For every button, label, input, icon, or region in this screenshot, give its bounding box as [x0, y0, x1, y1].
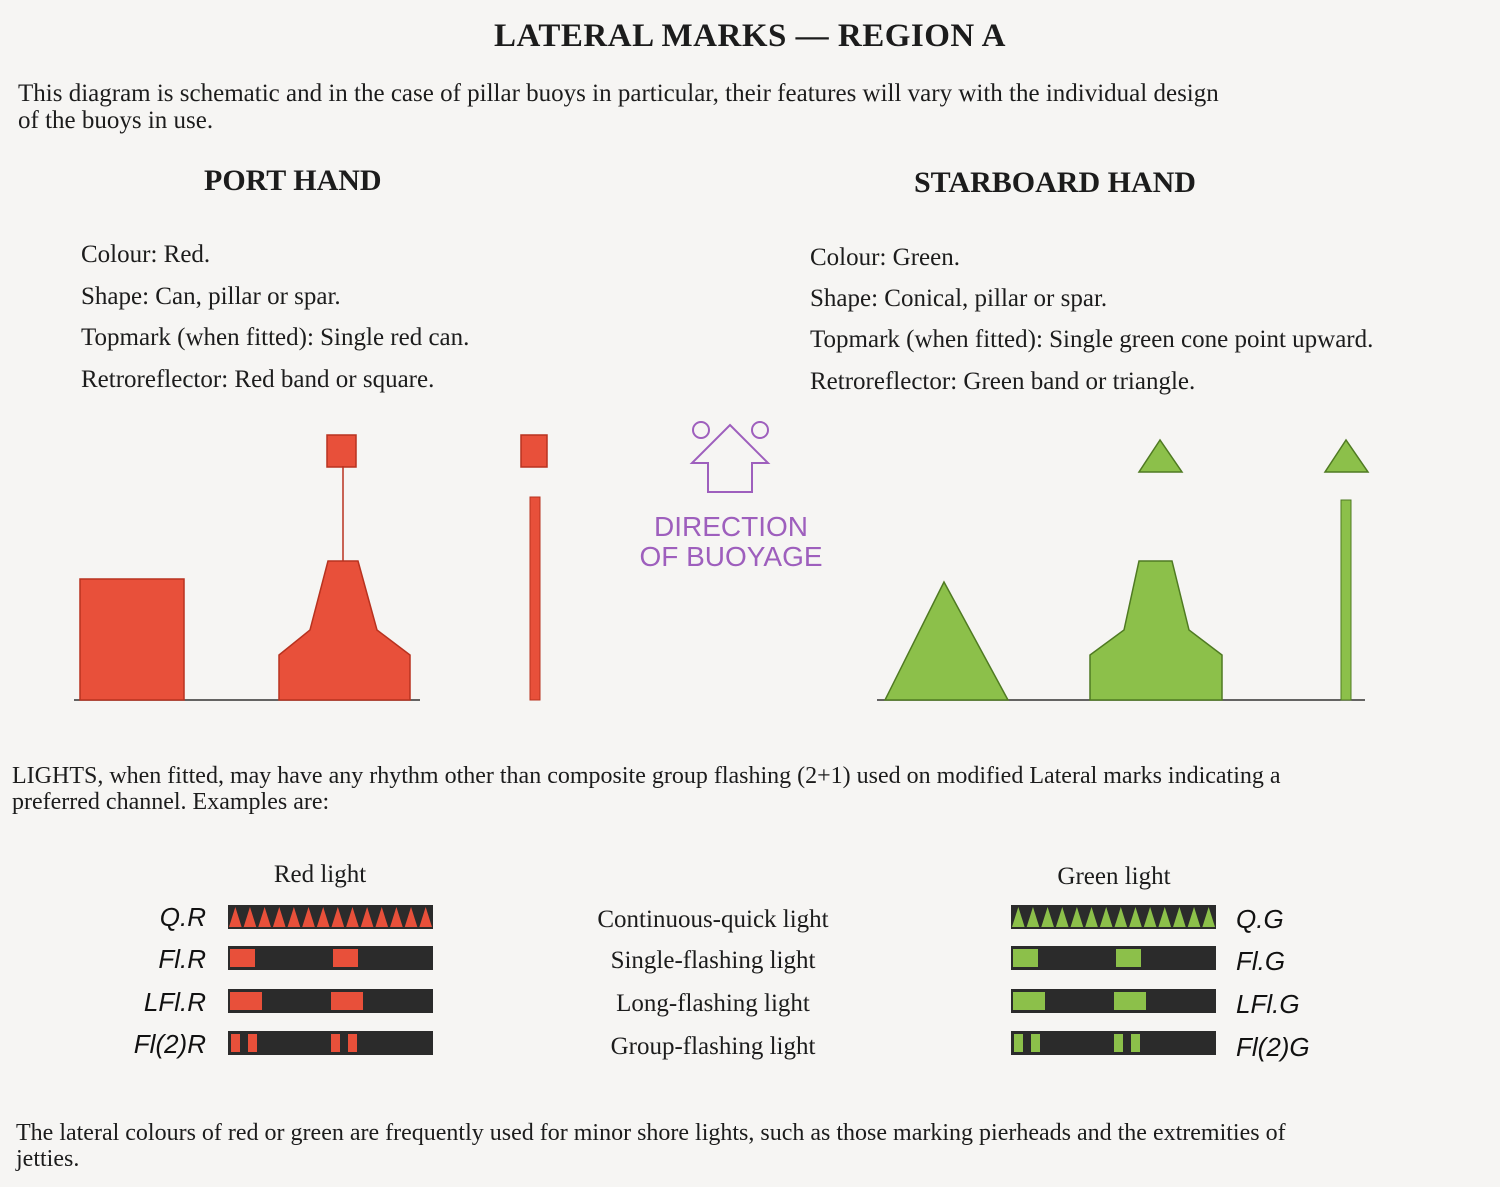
- green-flash: [1013, 949, 1038, 967]
- starboard-pillar-buoy: [1090, 561, 1222, 700]
- red-flash: [333, 949, 358, 967]
- red-flash: [230, 949, 255, 967]
- red-code-long-flashing: LFl.R: [143, 987, 206, 1017]
- port-spar-topmark: [521, 435, 547, 467]
- starboard-retroreflector: Retroreflector: Green band or triangle.: [810, 368, 1196, 395]
- green-group-flash: [1114, 1034, 1123, 1052]
- red-code-group-flashing: Fl(2)R: [133, 1029, 206, 1059]
- starboard-spar-topmark: [1325, 440, 1368, 472]
- red-long-flash: [230, 992, 262, 1010]
- port-can-buoy: [80, 579, 184, 700]
- lights-intro-line-2: preferred channel. Examples are:: [12, 789, 330, 815]
- green-code-group-flashing: Fl(2)G: [1236, 1032, 1310, 1062]
- direction-of-buoyage-label: [621, 512, 841, 572]
- port-pillar-buoy: [279, 466, 410, 700]
- port-spar-buoy: [530, 497, 540, 700]
- port-hand-heading: PORT HAND: [204, 164, 382, 197]
- direction-arrow-icon: [692, 422, 768, 492]
- page-title: LATERAL MARKS — REGION A: [494, 18, 1006, 54]
- port-shape: Shape: Can, pillar or spar.: [81, 283, 341, 310]
- red-code-quick: Q.R: [159, 902, 206, 932]
- green-code-flashing: Fl.G: [1236, 946, 1286, 976]
- red-quick-bar: [228, 905, 433, 929]
- direction-label-line-1: DIRECTION: [654, 511, 808, 542]
- footer-line-2: jetties.: [16, 1146, 80, 1172]
- port-retroreflector: Retroreflector: Red band or square.: [81, 366, 435, 393]
- red-group-flash: [331, 1034, 340, 1052]
- starboard-pillar-topmark: [1139, 440, 1182, 472]
- red-light-heading: Red light: [273, 861, 367, 888]
- red-long-flash: [331, 992, 363, 1010]
- lights-intro-line-1: LIGHTS, when fitted, may have any rhythm other than composite group flashing (2+1) used on modified Lateral marks indicating a: [12, 763, 1281, 789]
- port-topmark: Topmark (when fitted): Single red can.: [81, 324, 470, 351]
- starboard-spar-buoy: [1341, 500, 1351, 700]
- green-code-quick: Q.G: [1236, 904, 1284, 934]
- starboard-topmark: Topmark (when fitted): Single green cone point upward.: [810, 326, 1374, 353]
- port-colour: Colour: Red.: [81, 241, 211, 268]
- green-long-flash: [1114, 992, 1146, 1010]
- red-flashing-bar: [228, 946, 433, 970]
- red-code-flashing: Fl.R: [158, 944, 206, 974]
- red-group-flash: [348, 1034, 357, 1052]
- red-group-flash: [231, 1034, 240, 1052]
- green-flash: [1116, 949, 1141, 967]
- footer-line-1: The lateral colours of red or green are frequently used for minor shore lights, such as those marking pierheads and the extremities of: [16, 1120, 1286, 1146]
- starboard-colour: Colour: Green.: [810, 244, 960, 271]
- starboard-conical-buoy: [885, 582, 1008, 700]
- light-name-group-flashing: Group-flashing light: [610, 1033, 816, 1060]
- light-name-flashing: Single-flashing light: [610, 947, 816, 974]
- green-group-flashing-bar: [1011, 1031, 1216, 1055]
- red-group-flashing-bar: [228, 1031, 433, 1055]
- starboard-shape: Shape: Conical, pillar or spar.: [810, 285, 1108, 312]
- green-long-flash: [1013, 992, 1045, 1010]
- green-flashing-bar: [1011, 946, 1216, 970]
- green-group-flash: [1131, 1034, 1140, 1052]
- green-quick-bar: [1011, 905, 1216, 929]
- direction-label-line-2: OF BUOYAGE: [639, 541, 823, 572]
- intro-line-1: This diagram is schematic and in the case of pillar buoys in particular, their features will vary with the individual design: [18, 80, 1219, 107]
- intro-line-2: of the buoys in use.: [18, 107, 214, 134]
- light-name-long-flashing: Long-flashing light: [616, 990, 810, 1017]
- light-name-quick: Continuous-quick light: [597, 906, 829, 933]
- starboard-hand-heading: STARBOARD HAND: [914, 166, 1196, 199]
- green-light-heading: Green light: [1057, 863, 1171, 890]
- red-group-flash: [248, 1034, 257, 1052]
- green-group-flash: [1031, 1034, 1040, 1052]
- green-group-flash: [1014, 1034, 1023, 1052]
- green-code-long-flashing: LFl.G: [1236, 989, 1300, 1019]
- port-pillar-topmark: [327, 435, 356, 467]
